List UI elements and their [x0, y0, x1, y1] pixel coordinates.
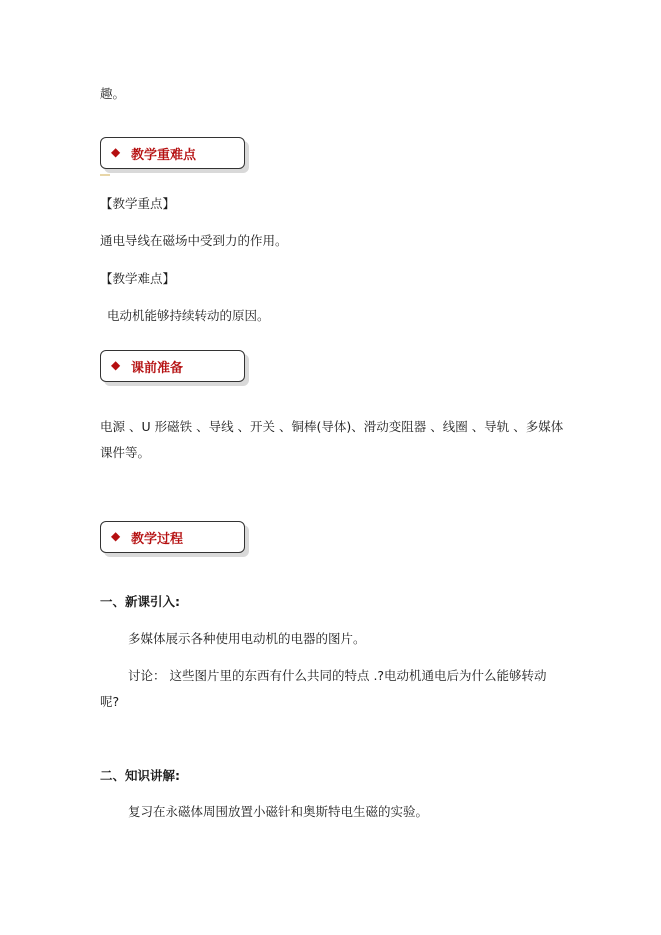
part1-discussion-line-1: 讨论： 这些图片里的东西有什么共同的特点 .?电动机通电后为什么能够转动 — [128, 668, 547, 683]
part2-text: 复习在永磁体周围放置小磁针和奥斯特电生磁的实验。 — [128, 804, 429, 819]
top-fragment-text: 趣。 — [100, 86, 126, 101]
part1-heading: 一、新课引入: — [100, 594, 180, 609]
materials-line-1: 电源 、U 形磁铁 、导线 、开关 、铜棒(导体)、滑动变阻器 、线圈 、导轨 、多媒体 — [100, 419, 564, 434]
part2-heading: 二、知识讲解: — [100, 768, 180, 783]
section-title: 教学过程 — [131, 532, 184, 547]
section-header-preparation — [100, 350, 245, 382]
materials-line-2: 课件等。 — [100, 445, 151, 460]
section-title: 教学重难点 — [131, 148, 197, 163]
diamond-bullet-icon: ◆ — [111, 145, 121, 159]
diamond-bullet-icon: ◆ — [111, 358, 121, 372]
part1-discussion-line-2: 呢? — [100, 694, 120, 709]
difficulty-heading: 【教学难点】 — [100, 271, 176, 286]
key-point-heading: 【教学重点】 — [100, 196, 176, 211]
section-title: 课前准备 — [131, 361, 184, 376]
diamond-bullet-icon: ◆ — [111, 529, 121, 543]
part1-text: 多媒体展示各种使用电动机的电器的图片。 — [128, 631, 366, 646]
section-header-key-points — [100, 137, 245, 169]
section-header-process — [100, 521, 245, 553]
key-point-text: 通电导线在磁场中受到力的作用。 — [100, 233, 288, 248]
difficulty-text: 电动机能够持续转动的原因。 — [107, 308, 270, 323]
decorative-mark — [100, 174, 110, 176]
